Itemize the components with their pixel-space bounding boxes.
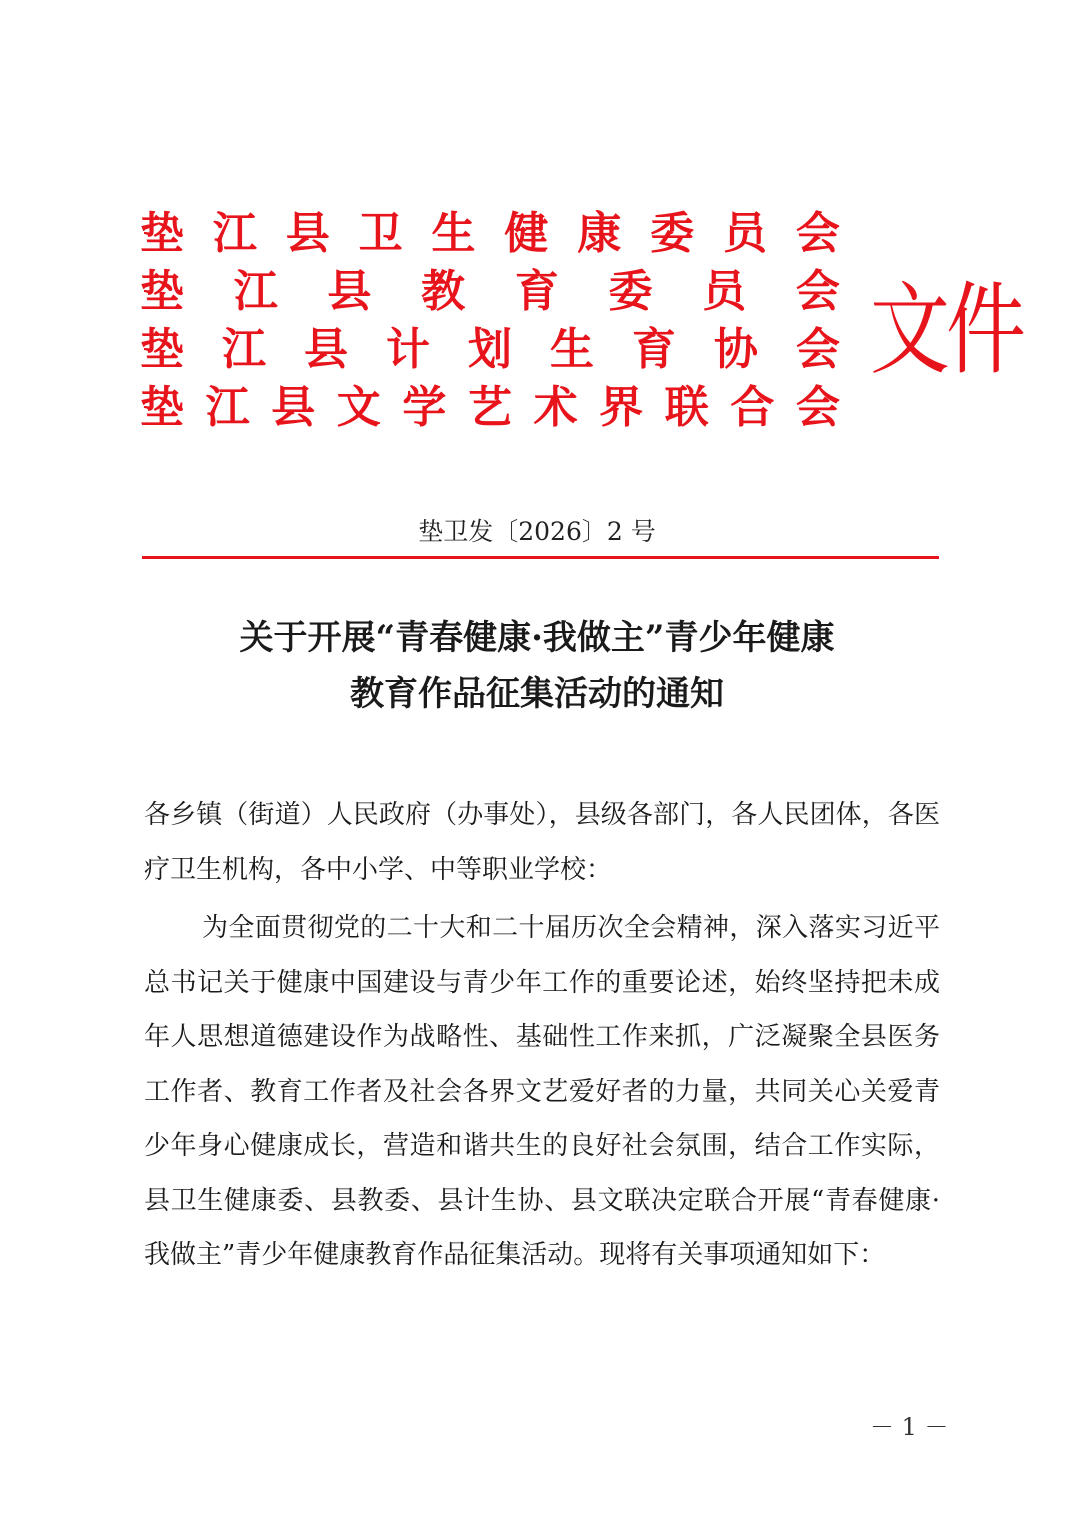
issuer-line-1 — [140, 205, 840, 263]
document-body — [144, 788, 940, 1283]
issuer-char: 会 — [795, 382, 840, 433]
issuer-char: 协 — [714, 324, 758, 375]
issuer-char: 垫 — [140, 266, 184, 317]
issuer-char: 生 — [431, 208, 476, 259]
issuer-char: 康 — [577, 208, 622, 259]
issuer-char: 县 — [327, 266, 372, 317]
issuer-line-2 — [140, 263, 840, 321]
issuer-char: 界 — [599, 382, 644, 433]
issuer-line-3 — [140, 321, 840, 379]
issuer-char: 合 — [730, 382, 775, 433]
issuer-char: 委 — [608, 266, 653, 317]
issuer-line-4 — [140, 379, 840, 437]
issuer-char: 委 — [650, 208, 695, 259]
issuer-char: 会 — [795, 266, 840, 317]
issuer-char: 联 — [664, 382, 709, 433]
issuer-char: 育 — [632, 324, 676, 375]
issuer-char: 划 — [468, 324, 512, 375]
issuer-char: 江 — [212, 208, 257, 259]
issuer-char: 江 — [205, 382, 250, 433]
issuer-char: 县 — [271, 382, 316, 433]
issuer-char: 垫 — [140, 382, 184, 433]
issuer-char: 艺 — [467, 382, 512, 433]
page-number: － 1 － — [870, 1413, 949, 1441]
issuer-char: 会 — [796, 324, 840, 375]
issuer-char: 健 — [504, 208, 549, 259]
issuer-char: 生 — [550, 324, 594, 375]
title-line-2: 教育作品征集活动的通知 — [350, 674, 724, 714]
document-number: 垫卫发〔2026〕2 号 — [418, 517, 656, 546]
issuer-char: 垫 — [140, 208, 184, 259]
issuer-char: 县 — [285, 208, 330, 259]
issuer-char: 育 — [514, 266, 559, 317]
issuer-char: 员 — [723, 208, 767, 259]
document-title — [0, 610, 1074, 722]
issuer-char: 江 — [222, 324, 266, 375]
issuer-char: 员 — [702, 266, 747, 317]
issuer-char: 县 — [304, 324, 348, 375]
issuer-block — [140, 205, 840, 437]
issuer-char: 会 — [795, 208, 840, 259]
issuer-char: 学 — [402, 382, 447, 433]
issuer-char: 江 — [233, 266, 278, 317]
issuer-char: 文 — [336, 382, 381, 433]
issuer-char: 垫 — [140, 324, 184, 375]
issuer-char: 计 — [386, 324, 430, 375]
document-suffix: 文件 — [870, 272, 1022, 389]
issuer-char: 卫 — [358, 208, 403, 259]
salutation: 各乡镇（街道）人民政府（办事处），县级各部门，各人民团体，各医疗卫生机构，各中小学、中等职业学校： — [144, 800, 940, 885]
title-line-1: 关于开展“青春健康·我做主”青少年健康 — [239, 618, 835, 658]
body-paragraph: 为全面贯彻党的二十大和二十届历次全会精神，深入落实习近平总书记关于健康中国建设与青少年工作的重要论述，始终坚持把未成年人思想道德建设作为战略性、基础性工作来抓，广泛凝聚全县医务工作者、教育工作者及社会各界文艺爱好者的力量，共同关心关爱青少年身心健康成长，营造和谐共生的良好社会氛围，结合工作实际，县卫生健康委、县教委、县计生协、县文联决定联合开展“青春健康·我做主”青少年健康教育作品征集活动。现将有关事项通知如下： — [144, 913, 940, 1270]
red-divider — [142, 556, 939, 559]
issuer-char: 教 — [421, 266, 466, 317]
issuer-char: 术 — [533, 382, 578, 433]
